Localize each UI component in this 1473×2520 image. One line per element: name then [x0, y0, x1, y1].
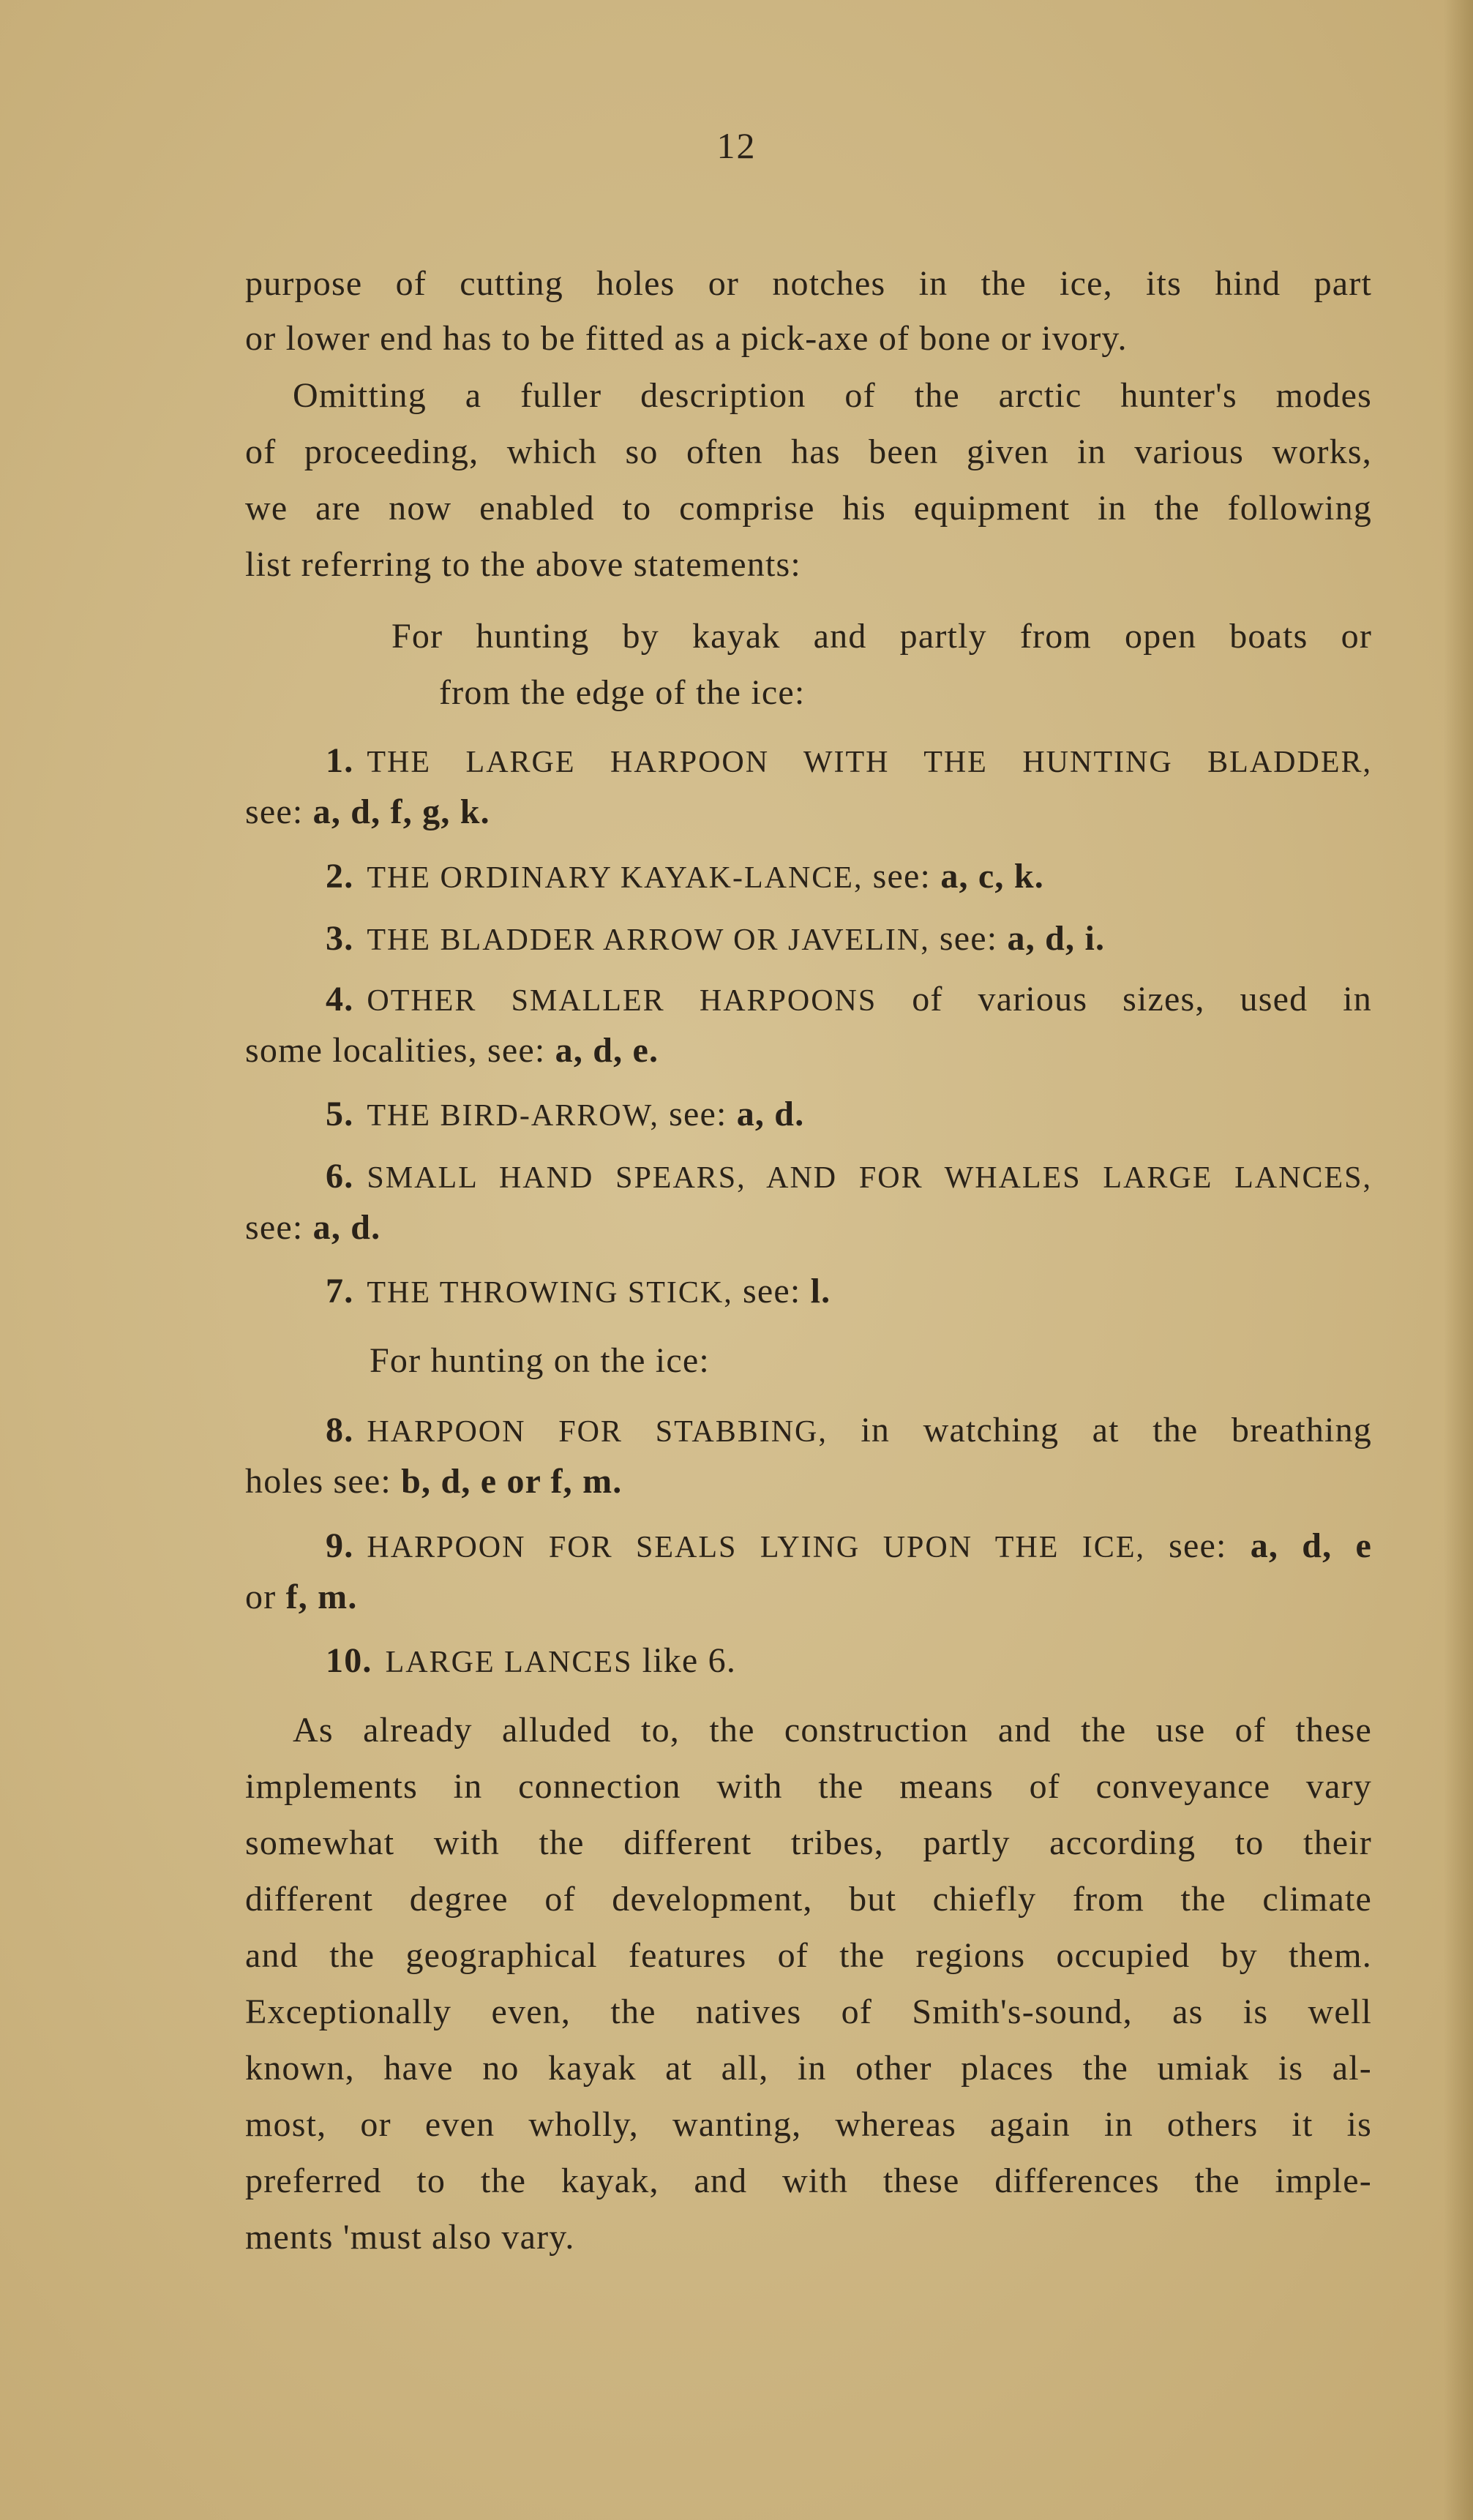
section-heading-line: from the edge of the ice:: [439, 673, 806, 712]
item-references: f, m.: [285, 1578, 358, 1616]
list-item-8-continuation: [245, 1460, 622, 1504]
item-text: holes see:: [245, 1462, 391, 1501]
list-item-4-continuation: [245, 1029, 659, 1073]
item-text: of various sizes, used in: [912, 980, 1373, 1019]
list-item-6: [326, 1155, 1372, 1200]
item-text: see:: [669, 1095, 727, 1133]
item-references: a, d.: [312, 1208, 381, 1247]
text-line: different degree of development, but chiefly from the climate: [245, 1880, 1372, 1919]
item-title: THE BLADDER ARROW OR JAVELIN,: [367, 923, 930, 957]
text-line: of proceeding, which so often has been given in various works,: [245, 432, 1372, 471]
item-text: see:: [872, 857, 932, 896]
item-text: see:: [1169, 1526, 1227, 1565]
item-number: 9.: [326, 1526, 354, 1565]
item-references: a, d.: [736, 1095, 805, 1133]
list-item-9-continuation: [245, 1575, 358, 1619]
list-item-5: [326, 1092, 804, 1138]
item-number: 7.: [326, 1272, 354, 1310]
text-line: ments 'must also vary.: [245, 2218, 575, 2257]
text-line: Omitting a fuller description of the arctic hunter's modes: [293, 376, 1372, 415]
list-item-1-continuation: [245, 790, 490, 834]
item-number: 10.: [326, 1641, 372, 1680]
item-number: 5.: [326, 1095, 354, 1133]
item-references: a, c, k.: [940, 857, 1044, 896]
text-line: or lower end has to be fitted as a pick-axe of bone or ivory.: [245, 319, 1128, 358]
list-item-2: [326, 855, 1044, 900]
list-item-4: [326, 978, 1372, 1023]
item-title: LARGE LANCES: [385, 1646, 633, 1679]
item-title: HARPOON FOR SEALS LYING UPON THE ICE,: [367, 1531, 1145, 1564]
item-text: some localities, see:: [245, 1031, 546, 1070]
text-line: preferred to the kayak, and with these differences the imple-: [245, 2161, 1372, 2200]
text-line: most, or even wholly, wanting, whereas again in others it is: [245, 2105, 1372, 2144]
item-references: a, d, f, g, k.: [312, 792, 490, 831]
item-references: a, d, e: [1250, 1526, 1373, 1565]
text-line: purpose of cutting holes or notches in the ice, its hind part: [245, 264, 1372, 303]
page-number: 12: [716, 125, 757, 166]
item-number: 6.: [326, 1157, 354, 1196]
text-line: implements in connection with the means of conveyance vary: [245, 1767, 1372, 1806]
list-item-7: [326, 1270, 831, 1315]
item-text: like 6.: [642, 1641, 737, 1680]
item-title: THE LARGE HARPOON WITH THE HUNTING BLADDER,: [367, 746, 1372, 779]
text-line: As already alluded to, the construction and the use of these: [293, 1711, 1372, 1750]
list-item-3: [326, 917, 1105, 962]
item-text: see:: [245, 1208, 304, 1247]
item-references: a, d, e.: [555, 1031, 659, 1070]
text-line: we are now enabled to comprise his equipment in the following: [245, 489, 1372, 528]
item-text: see:: [742, 1272, 801, 1310]
page-edge-shadow: [1444, 0, 1473, 2520]
item-title: SMALL HAND SPEARS, AND FOR WHALES LARGE LANCES,: [367, 1161, 1372, 1195]
text-line: somewhat with the different tribes, partly according to their: [245, 1823, 1372, 1862]
list-item-6-continuation: [245, 1206, 381, 1250]
item-text: in watching at the breathing: [861, 1411, 1372, 1450]
item-title: THE THROWING STICK,: [367, 1276, 733, 1310]
item-number: 8.: [326, 1411, 354, 1450]
item-references: b, d, e or f, m.: [401, 1462, 623, 1501]
item-title: HARPOON FOR STABBING,: [367, 1415, 828, 1449]
item-number: 3.: [326, 919, 354, 958]
item-title: THE BIRD-ARROW,: [367, 1099, 659, 1133]
text-line: list referring to the above statements:: [245, 545, 801, 584]
list-item-8: [326, 1409, 1372, 1454]
item-number: 2.: [326, 857, 354, 896]
item-references: a, d, i.: [1007, 919, 1106, 958]
item-text: see:: [245, 792, 304, 831]
list-item-10: [326, 1639, 736, 1684]
text-line: known, have no kayak at all, in other places the umiak is al-: [245, 2049, 1372, 2088]
item-number: 1.: [326, 741, 354, 780]
item-text: or: [245, 1578, 277, 1616]
section-heading: For hunting on the ice:: [370, 1341, 710, 1380]
item-title: OTHER SMALLER HARPOONS: [367, 984, 877, 1018]
text-line: Exceptionally even, the natives of Smith's-sound, as is well: [245, 1992, 1372, 2031]
item-text: see:: [939, 919, 998, 958]
section-heading-line: For hunting by kayak and partly from open boats or: [391, 617, 1372, 656]
item-references: l.: [810, 1272, 831, 1310]
item-number: 4.: [326, 980, 354, 1019]
item-title: THE ORDINARY KAYAK-LANCE,: [367, 861, 863, 895]
list-item-9: [326, 1524, 1372, 1570]
text-line: and the geographical features of the regions occupied by them.: [245, 1936, 1372, 1975]
list-item-1: [326, 739, 1372, 784]
